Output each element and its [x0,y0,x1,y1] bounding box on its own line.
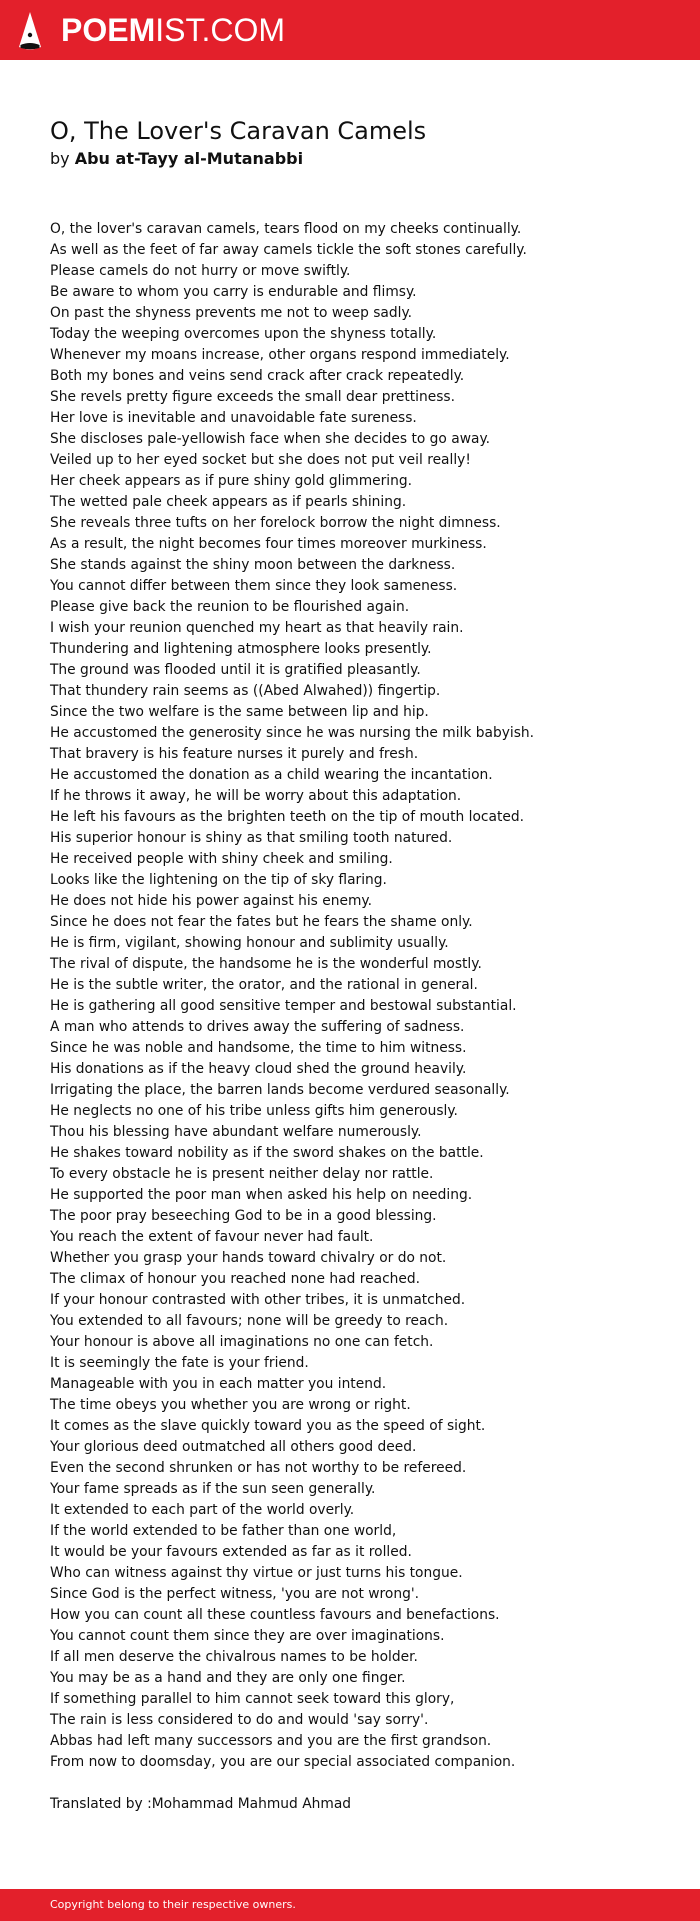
author-name: Abu at-Tayy al-Mutanabbi [74,149,304,168]
logo-text-bold: POEM [61,12,156,48]
poem-line: It extended to each part of the world overly. [50,1502,355,1518]
poem-line: The wetted pale cheek appears as if pearls shining. [50,494,407,510]
pen-nib-icon[interactable] [18,11,42,51]
by-label: by [50,149,70,168]
poem-line: You reach the extent of favour never had fault. [50,1229,374,1245]
poem-line: As well as the feet of far away camels tickle the soft stones carefully. [50,242,527,258]
poem-line: Thundering and lightening atmosphere looks presently. [50,641,432,657]
poem-line: You cannot count them since they are over imaginations. [50,1628,445,1644]
poem-line: That thundery rain seems as ((Abed Alwahed)) fingertip. [50,683,441,699]
poem-line: If something parallel to him cannot seek toward this glory, [50,1691,455,1707]
poem-line: Manageable with you in each matter you intend. [50,1376,387,1392]
poem-line: He accustomed the donation as a child wearing the incantation. [50,767,493,783]
poem-line: His donations as if the heavy cloud shed the ground heavily. [50,1061,467,1077]
poem-line: Since he was noble and handsome, the time to him witness. [50,1040,467,1056]
poem-line: It comes as the slave quickly toward you as the speed of sight. [50,1418,486,1434]
poem-line: If all men deserve the chivalrous names to be holder. [50,1649,418,1665]
poem-line: He accustomed the generosity since he was nursing the milk babyish. [50,725,535,741]
poem-title: O, The Lover's Caravan Camels [50,117,427,145]
site-header [0,0,700,60]
poem-line: You extended to all favours; none will be greedy to reach. [50,1313,449,1329]
poem-line: It is seemingly the fate is your friend. [50,1355,309,1371]
poem-line: The ground was flooded until it is gratified pleasantly. [50,662,421,678]
poem-line: She revels pretty figure exceeds the small dear prettiness. [50,389,455,405]
poem-line: Her cheek appears as if pure shiny gold glimmering. [50,473,413,489]
poem-line: He is the subtle writer, the orator, and the rational in general. [50,977,478,993]
poem-line: He shakes toward nobility as if the sword shakes on the battle. [50,1145,484,1161]
poem-line: To every obstacle he is present neither delay nor rattle. [50,1166,434,1182]
poem-line: She stands against the shiny moon between the darkness. [50,557,456,573]
poem-line: He supported the poor man when asked his help on needing. [50,1187,473,1203]
poem-line: You may be as a hand and they are only one finger. [50,1670,406,1686]
poem-line: He neglects no one of his tribe unless gifts him generously. [50,1103,458,1119]
poem-line: He does not hide his power against his enemy. [50,893,373,909]
poem-line: Since God is the perfect witness, 'you are not wrong'. [50,1586,420,1602]
poem-line: Your honour is above all imaginations no one can fetch. [50,1334,434,1350]
poem-line: It would be your favours extended as far as it rolled. [50,1544,412,1560]
poem-line: Thou his blessing have abundant welfare numerously. [50,1124,422,1140]
poem-line: You cannot differ between them since they look sameness. [50,578,458,594]
poem-line: The rain is less considered to do and would 'say sorry'. [50,1712,429,1728]
poem-line: That bravery is his feature nurses it purely and fresh. [50,746,419,762]
poem-line: I wish your reunion quenched my heart as that heavily rain. [50,620,464,636]
poem-line: Since the two welfare is the same between lip and hip. [50,704,429,720]
poem-line: Your fame spreads as if the sun seen generally. [50,1481,376,1497]
poem-line: Her love is inevitable and unavoidable fate sureness. [50,410,417,426]
poem-line: Your glorious deed outmatched all others good deed. [50,1439,417,1455]
poem-line: If your honour contrasted with other tribes, it is unmatched. [50,1292,466,1308]
poem-line: The poor pray beseeching God to be in a good blessing. [50,1208,437,1224]
poem-line: From now to doomsday, you are our special associated companion. [50,1754,516,1770]
poem-line: He received people with shiny cheek and smiling. [50,851,393,867]
poem-line: Please camels do not hurry or move swiftly. [50,263,351,279]
copyright-notice: Copyright belong to their respective owners. [50,1898,296,1911]
poem-line: O, the lover's caravan camels, tears flood on my cheeks continually. [50,221,522,237]
poem-line: If he throws it away, he will be worry about this adaptation. [50,788,462,804]
poem-line: He is gathering all good sensitive temper and bestowal substantial. [50,998,517,1014]
poem-line: On past the shyness prevents me not to weep sadly. [50,305,413,321]
poem-line: She reveals three tufts on her forelock borrow the night dimness. [50,515,501,531]
poem-line: Both my bones and veins send crack after crack repeatedly. [50,368,465,384]
poem-line: Who can witness against thy virtue or just turns his tongue. [50,1565,463,1581]
poem-line: Irrigating the place, the barren lands become verdured seasonally. [50,1082,510,1098]
poem-line: A man who attends to drives away the suffering of sadness. [50,1019,465,1035]
poem-line: Be aware to whom you carry is endurable and flimsy. [50,284,417,300]
poem-line: How you can count all these countless favours and benefactions. [50,1607,500,1623]
poem-line: His superior honour is shiny as that smiling tooth natured. [50,830,453,846]
poem-body [50,219,534,1773]
poem-line: He left his favours as the brighten teeth on the tip of mouth located. [50,809,525,825]
logo-text-light: IST.COM [155,12,286,48]
poem-line: Please give back the reunion to be flourished again. [50,599,410,615]
poem-line: Whether you grasp your hands toward chivalry or do not. [50,1250,447,1266]
poem-line: Today the weeping overcomes upon the shyness totally. [50,326,437,342]
poem-line: Even the second shrunken or has not worthy to be refereed. [50,1460,467,1476]
site-logo[interactable] [61,10,285,50]
poem-line: The rival of dispute, the handsome he is the wonderful mostly. [50,956,482,972]
translator-credit: Translated by :Mohammad Mahmud Ahmad [50,1796,352,1812]
poem-line: Since he does not fear the fates but he fears the shame only. [50,914,473,930]
poem-line: She discloses pale-yellowish face when she decides to go away. [50,431,491,447]
poem-line: The climax of honour you reached none had reached. [50,1271,421,1287]
poem-line: Veiled up to her eyed socket but she does not put veil really! [50,452,471,468]
poem-line: If the world extended to be father than one world, [50,1523,397,1539]
site-footer [0,1889,700,1921]
poem-line: Whenever my moans increase, other organs respond immediately. [50,347,510,363]
poem-line: He is firm, vigilant, showing honour and sublimity usually. [50,935,449,951]
poem-line: Looks like the lightening on the tip of sky flaring. [50,872,387,888]
poem-line: As a result, the night becomes four times moreover murkiness. [50,536,487,552]
poem-line: Abbas had left many successors and you are the first grandson. [50,1733,492,1749]
poem-line: The time obeys you whether you are wrong or right. [50,1397,411,1413]
byline [50,148,303,170]
